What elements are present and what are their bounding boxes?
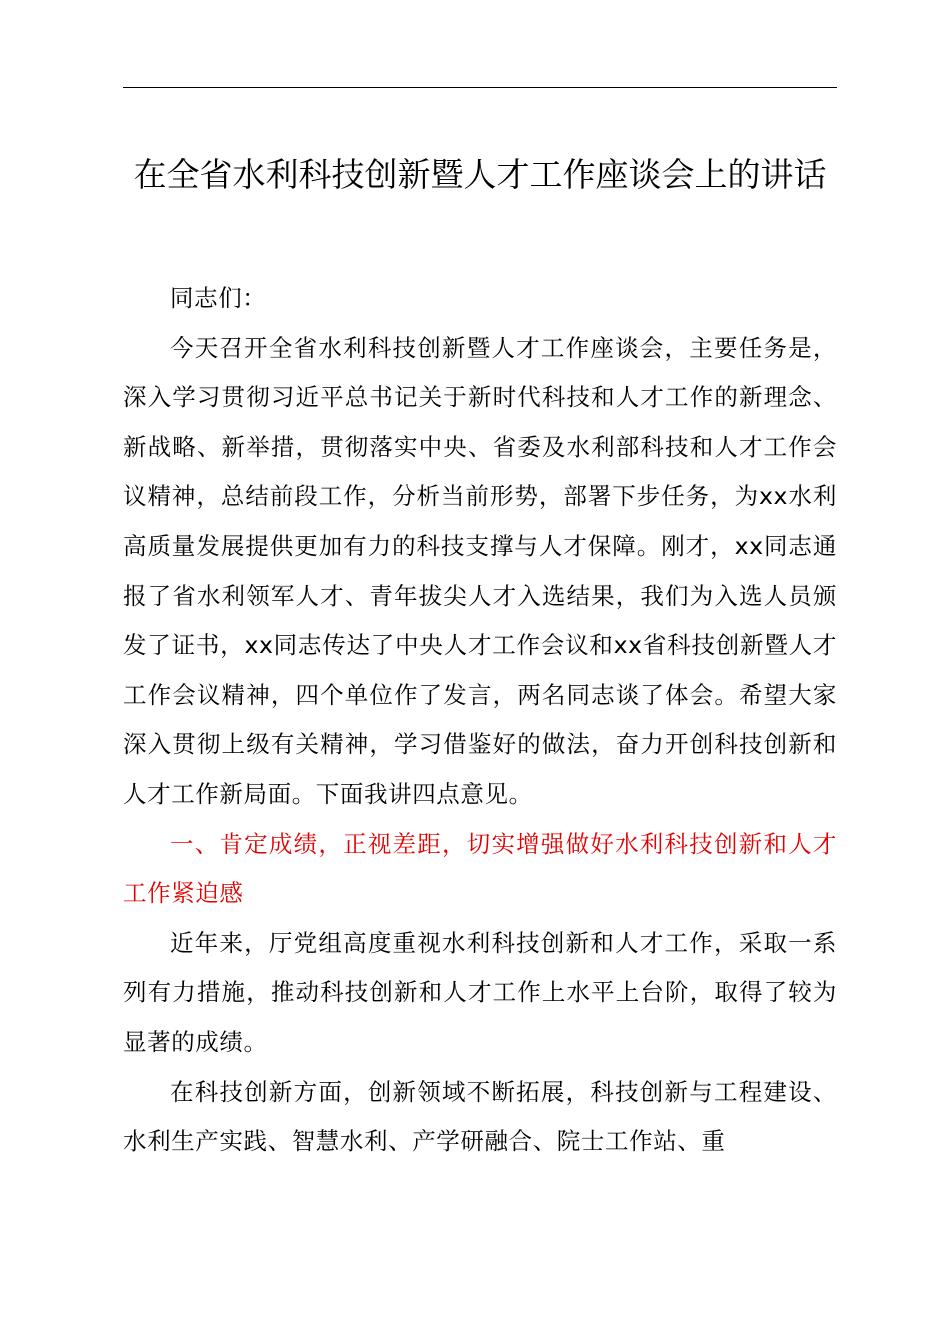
document-body [123,274,837,1167]
body-paragraph: 在科技创新方面，创新领域不断拓展，科技创新与工程建设、水利生产实践、智慧水利、产学研融合、院士工作站、重 [123,1077,837,1156]
section-heading: 一、肯定成绩，正视差距，切实增强做好水利科技创新和人才工作紧迫感 [123,829,837,908]
document-title: 在全省水利科技创新暨人才工作座谈会上的讲话 [133,155,827,194]
body-paragraph: 今天召开全省水利科技创新暨人才工作座谈会，主要任务是，深入学习贯彻习近平总书记关于新时代科技和人才工作的新理念、新战略、新举措，贯彻落实中央、省委及水利部科技和人才工作会议精神，总结前段工作，分析当前形势，部署下步任务，为xx水利高质量发展提供更加有力的科技支撑与人才保障。刚才，xx同志通报了省水利领军人才、青年拔尖人才入选结果，我们为入选人员颁发了证书，xx同志传达了中央人才工作会议和xx省科技创新暨人才工作会议精神，四个单位作了发言，两名同志谈了体会。希望大家深入贯彻上级有关精神，学习借鉴好的做法，奋力开创科技创新和人才工作新局面。下面我讲四点意见。 [123,333,837,808]
salutation: 同志们： [170,284,267,312]
body-paragraph: 近年来，厅党组高度重视水利科技创新和人才工作，采取一系列有力措施，推动科技创新和人才工作上水平上台阶，取得了较为显著的成绩。 [123,928,837,1056]
header-rule [123,87,837,88]
